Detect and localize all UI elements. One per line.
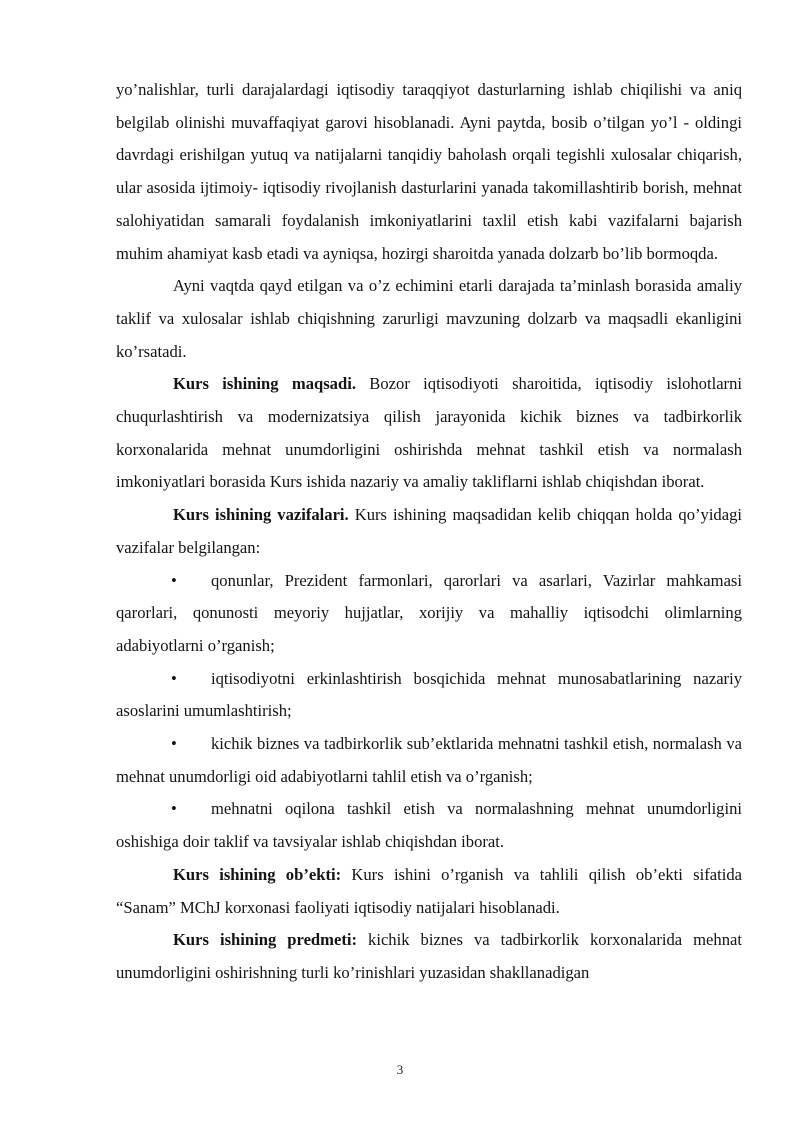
subject-text: kichik biznes va tadbirkorlik korxonalarida mehnat unumdorligini oshirishning turli ko’rinishlari yuzasidan shakllanadigan: [116, 930, 742, 982]
paragraph-subject: [116, 924, 742, 989]
paragraph-tasks: [116, 499, 742, 564]
bullet-icon: •: [171, 799, 177, 819]
tasks-heading: Kurs ishining vazifalari.: [173, 505, 349, 525]
paragraph-intro: yo’nalishlar, turli darajalardagi iqtisodiy taraqqiyot dasturlarning ishlab chiqilishi va aniq belgilab olinishi muvaffaqiyat garovi hisoblanadi. Ayni paytda, bosib o’tilgan yo’l - oldingi davrdagi erishilgan yutuq va natijalarni tanqidiy baholash orqali tegishli xulosalar chiqarish, ular asosida ijtimoiy- iqtisodiy rivojlanish dasturlarini yanada takomillashtirib borish, mehnat salohiyatidan samarali foydalanish imkoniyatlarini taxlil etish kabi vazifalarni bajarish muhim ahamiyat kasb etadi va ayniqsa, hozirgi sharoitda yanada dolzarb bo’lib bormoqda.: [116, 80, 742, 263]
list-item-text: iqtisodiyotni erkinlashtirish bosqichida mehnat munosabatlarining nazariy asoslarini umumlashtirish;: [116, 668, 742, 721]
list-item: [116, 728, 742, 793]
bullet-icon: •: [171, 668, 177, 688]
page-number: 3: [396, 1062, 404, 1077]
goal-heading: Kurs ishining maqsadi.: [173, 374, 356, 394]
list-item-text: qonunlar, Prezident farmonlari, qarorlari va asarlari, Vazirlar mahkamasi qarorlari, qonunosti meyoriy hujjatlar, xorijiy va mahalliy iqtisodchi olimlarning adabiyotlarni o’rganish;: [116, 570, 742, 655]
list-item-text: kichik biznes va tadbirkorlik sub’ektlarida mehnatni tashkil etish, normalash va mehnat unumdorligi oid adabiyotlarni tahlil etish va o’rganish;: [116, 734, 742, 786]
bullet-icon: •: [171, 570, 177, 590]
list-item-text: mehnatni oqilona tashkil etish va normalashning mehnat unumdorligini oshishiga doir taklif va tavsiyalar ishlab chiqishdan iborat.: [116, 799, 742, 852]
list-item: [116, 565, 742, 663]
object-text: Kurs ishini o’rganish va tahlili qilish ob’ekti sifatida “Sanam” MChJ korxonasi faoliyati iqtisodiy natijalari hisoblanadi.: [116, 864, 742, 917]
paragraph-relevance: Ayni vaqtda qayd etilgan va o’z echimini etarli darajada ta’minlash borasida amaliy taklif va xulosalar ishlab chiqishning zarurligi mavzuning dolzarb va maqsadli ekanligini ko’rsatadi.: [116, 276, 742, 361]
subject-heading: Kurs ishining predmeti:: [173, 930, 358, 950]
bullet-icon: •: [171, 734, 177, 754]
tasks-text: Kurs ishining maqsadidan kelib chiqqan holda qo’yidagi vazifalar belgilangan:: [116, 505, 742, 557]
paragraph-goal: [116, 368, 742, 499]
list-item: [116, 663, 742, 728]
document-page: [116, 74, 742, 990]
paragraph-object: [116, 859, 742, 924]
list-item: [116, 793, 742, 858]
goal-text: Bozor iqtisodiyoti sharoitida, iqtisodiy islohotlarni chuqurlashtirish va modernizatsiya qilish jarayonida kichik biznes va tadbirkorlik korxonalarida mehnat unumdorligini oshirishda mehnat tashkil etish va normalash imkoniyatlari borasida Kurs ishida nazariy va amaliy takliflarni ishlab chiqishdan iborat.: [116, 374, 742, 492]
object-heading: Kurs ishining ob’ekti:: [173, 864, 342, 884]
